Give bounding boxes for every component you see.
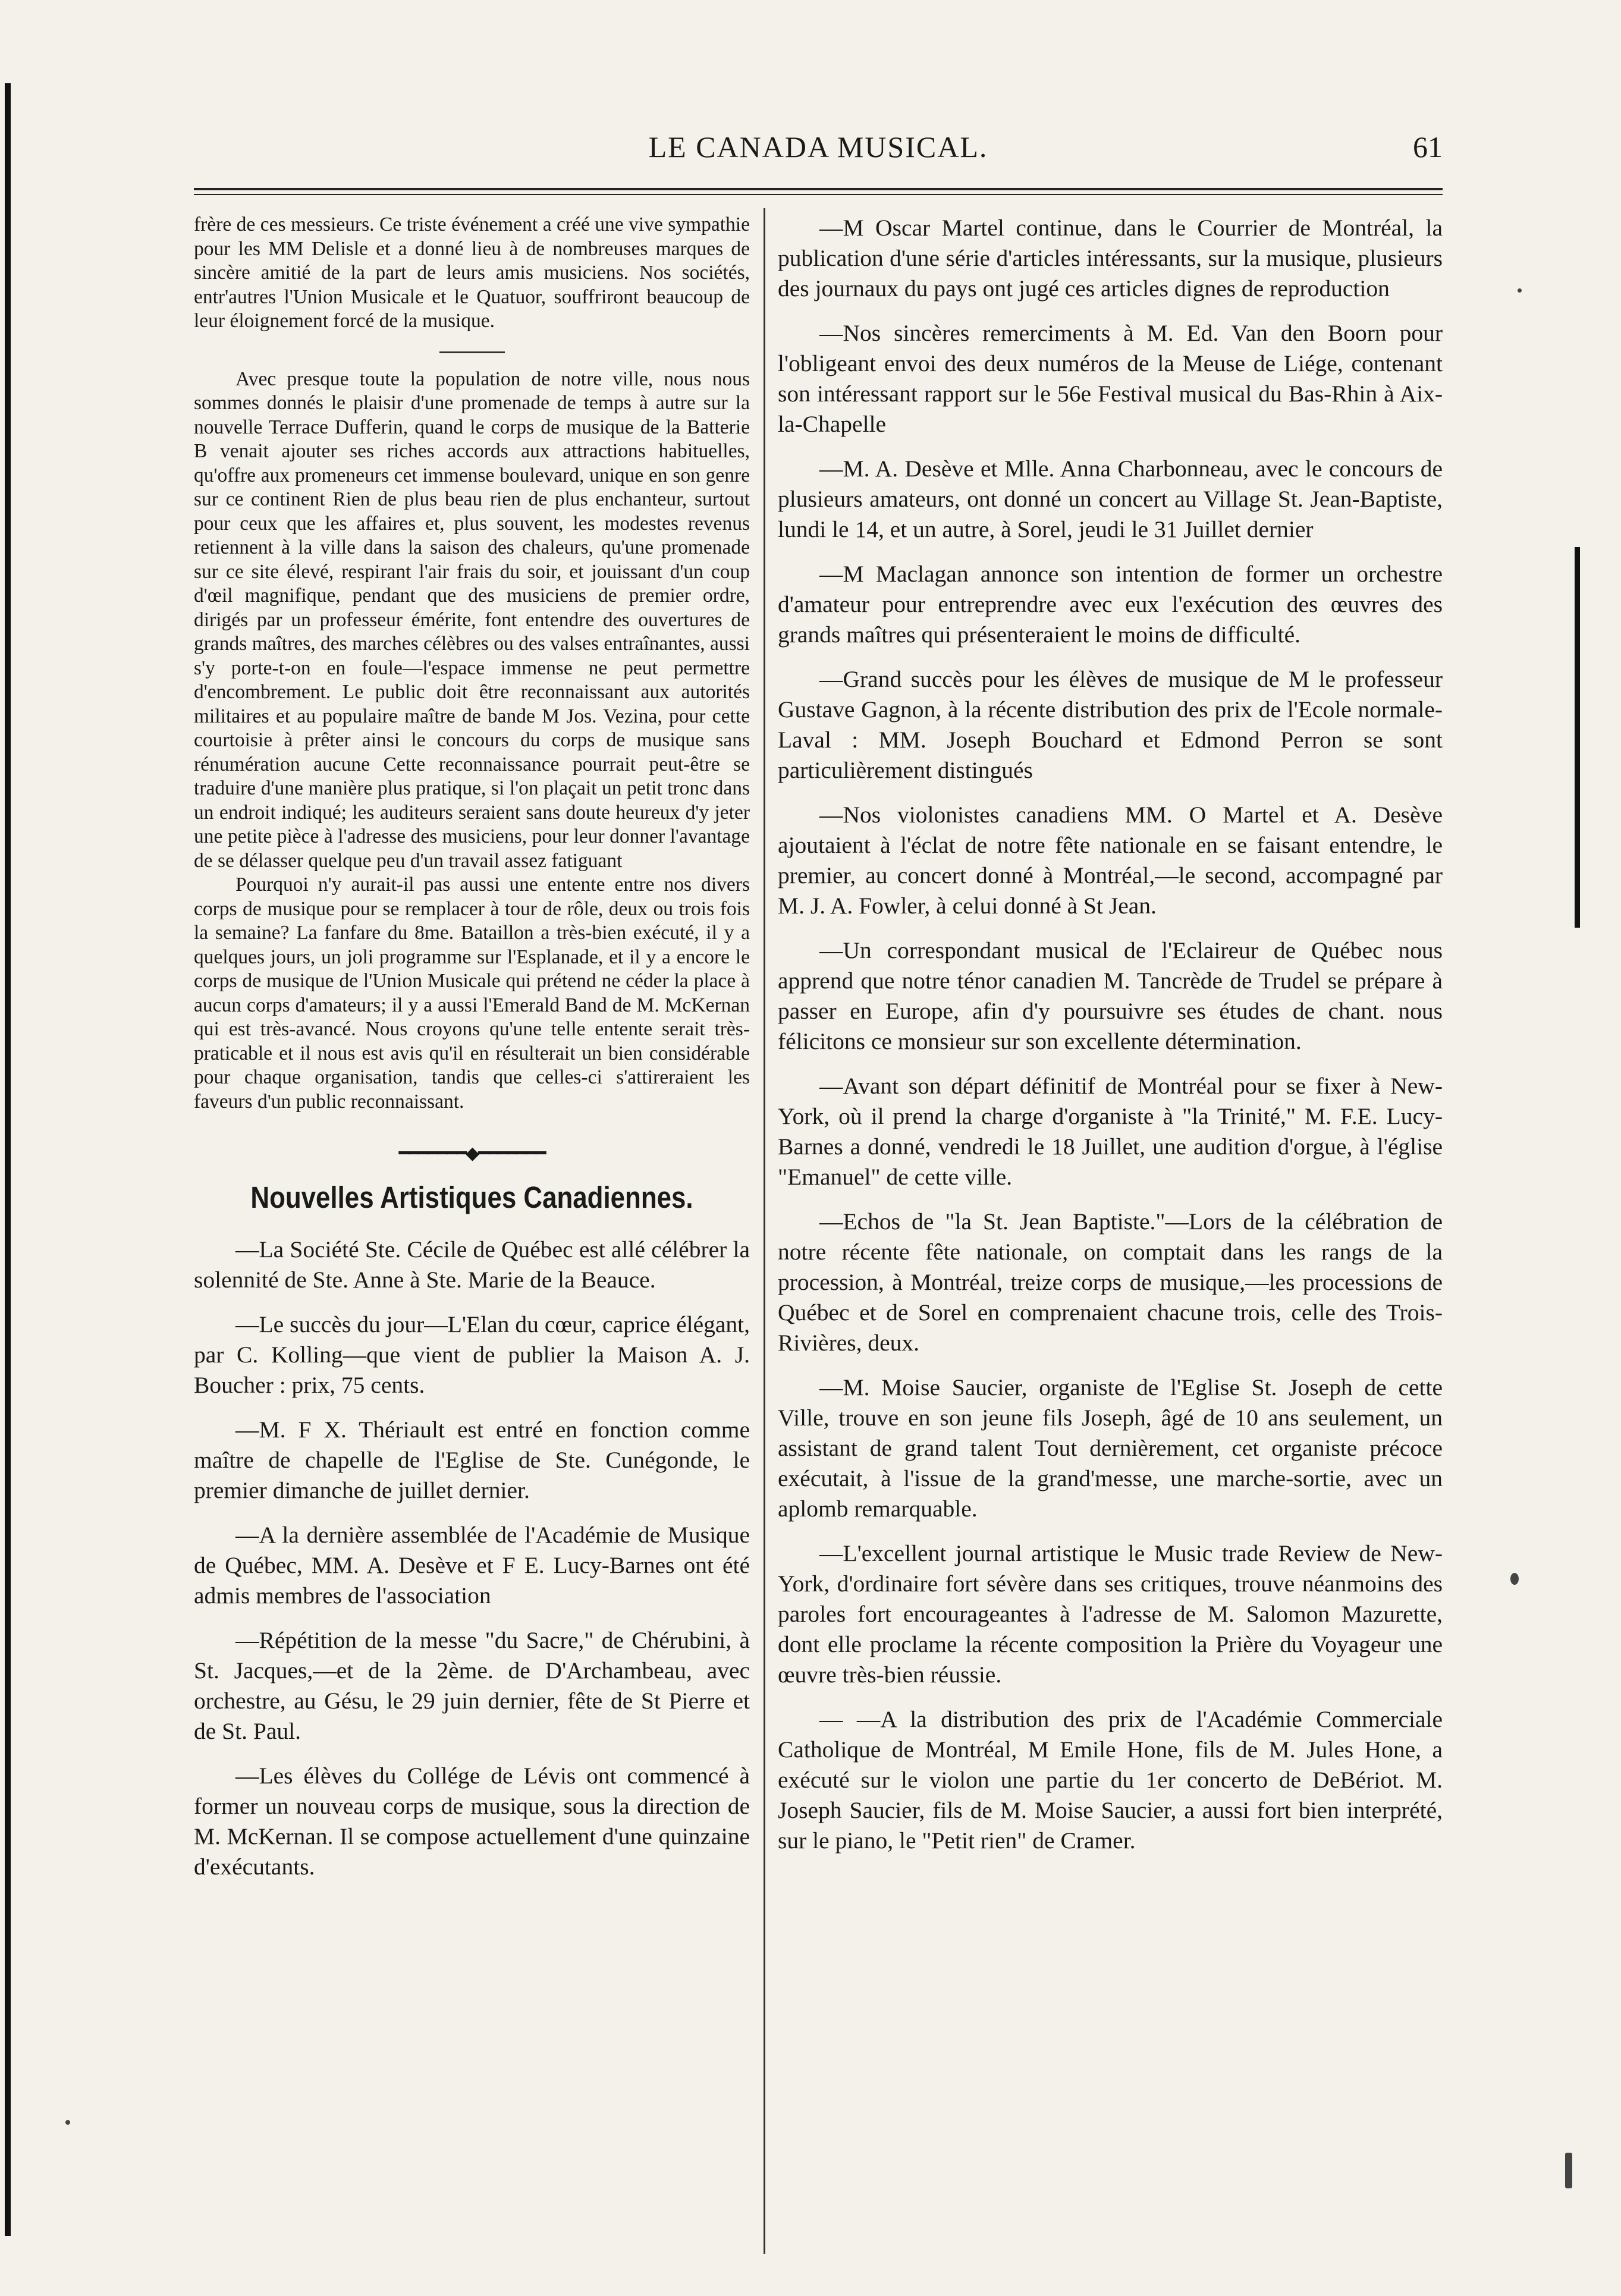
news-item: —Echos de "la St. Jean Baptiste."—Lors de la célébration de notre récente fête nationale, on comptait dans les rangs de la procession, à Montréal, treize corps de musique,—les processions de Québec et de Sorel en comprenaient chacune trois, celle des Trois-Rivières, deux. — [778, 1208, 1443, 1356]
page-header — [194, 130, 1443, 171]
news-item: —Les élèves du Collége de Lévis ont commencé à former un nouveau corps de musique, sous la direction de M. McKernan. Il se compose actuellement d'une quinzaine d'exécutants. — [194, 1763, 750, 1880]
header-rule — [194, 188, 1443, 190]
editorial-section — [194, 213, 750, 1114]
news-item: —La Société Ste. Cécile de Québec est allé célébrer la solennité de Ste. Anne à Ste. Marie de la Beauce. — [194, 1236, 750, 1293]
news-list — [194, 1235, 750, 1882]
left-column — [194, 213, 750, 1882]
paragraph: Pourquoi n'y aurait-il pas aussi une entente entre nos divers corps de musique pour se remplacer à tour de rôle, deux ou trois fois la semaine? La fanfare du 8me. Bataillon a très-bien exécuté, il y a quelques jours, un joli programme sur l'Esplanade, et il y a encore le corps de musique de l'Union Musicale qui prétend ne céder la place à aucun corps d'amateurs; il y a aussi l'Emerald Band de M. McKernan qui est très-avancé. Nous croyons qu'une telle entente serait très-praticable et il nous est avis qu'il en résulterait un bien considérable pour chaque organisation, tandis que celles-ci s'attireraient les faveurs d'un public reconnaissant. — [194, 874, 750, 1113]
print-speck — [1510, 1573, 1519, 1585]
ornament-divider: ━━━━━━━◆━━━━━━━ — [398, 1144, 545, 1163]
news-item: —Avant son départ définitif de Montréal pour se fixer à New-York, où il prend la charge d'organiste à "la Trinité," M. F.E. Lucy-Barnes a donné, vendredi le 18 Juillet, une audition d'orgue, à l'église "Emanuel" de cette ville. — [778, 1073, 1443, 1190]
paragraph: frère de ces messieurs. Ce triste événement a créé une vive sympathie pour les MM Delisle et a donné lieu à de nombreuses marques de sincère amitié de la part de leurs amis musiciens. Nos sociétés, entr'autres l'Union Musicale et le Quatuor, souffriront beaucoup de leur éloignement forcé de la musique. — [194, 213, 750, 332]
section-title: Nouvelles Artistiques Canadiennes. — [250, 1180, 693, 1214]
print-speck — [1565, 2153, 1572, 2188]
news-item: —M Maclagan annonce son intention de former un orchestre d'amateur pour entreprendre avec eux l'exécution des œuvres des grands maîtres qui présenteraient le moins de difficulté. — [778, 561, 1443, 648]
news-item: —Grand succès pour les élèves de musique de M le professeur Gustave Gagnon, à la récente distribution des prix de l'Ecole normale-Laval : MM. Joseph Bouchard et Edmond Perron se sont particulièrement distingués — [778, 666, 1443, 783]
news-item: —A la dernière assemblée de l'Académie de Musique de Québec, MM. A. Desève et F E. Lucy-Barnes ont été admis membres de l'association — [194, 1522, 750, 1609]
news-item: —Nos sincères remerciments à M. Ed. Van den Boorn pour l'obligeant envoi des deux numéros de la Meuse de Liége, contenant son intéressant rapport sur le 56e Festival musical du Bas-Rhin à Aix-la-Chapelle — [778, 320, 1443, 437]
publication-title: LE CANADA MUSICAL. — [648, 130, 988, 164]
page-number: 61 — [1413, 130, 1443, 164]
news-item: —Répétition de la messe "du Sacre," de Chérubini, à St. Jacques,—et de la 2ème. de D'Archambeau, avec orchestre, au Gésu, le 29 juin dernier, fête de St Pierre et de St. Paul. — [194, 1627, 750, 1744]
right-margin-bar — [1575, 547, 1580, 928]
separator-rule — [439, 351, 505, 353]
print-speck — [1518, 288, 1522, 293]
news-item: —M. Moise Saucier, organiste de l'Eglise St. Joseph de cette Ville, trouve en son jeune fils Joseph, âgé de 10 ans seulement, un assistant de grand talent Tout dernièrement, cet organiste précoce exécutait, à l'issue de la grand'messe, une marche-sortie, avec un aplomb remarquable. — [778, 1374, 1443, 1522]
news-item: —L'excellent journal artistique le Music trade Review de New-York, d'ordinaire fort sévère dans ses critiques, trouve néanmoins des paroles fort encourageantes à l'adresse de M. Salomon Mazurette, dont elle proclame la récente composition la Prière du Voyageur une œuvre très-bien réussie. — [778, 1540, 1443, 1688]
column-divider — [764, 208, 765, 2254]
news-item: —M Oscar Martel continue, dans le Courrier de Montréal, la publication d'une série d'articles intéressants, sur la musique, plusieurs des journaux du pays ont jugé ces articles dignes de reproduction — [778, 215, 1443, 301]
header-rule-thin — [194, 194, 1443, 195]
right-column — [778, 213, 1443, 1856]
paragraph: Avec presque toute la population de notre ville, nous nous sommes donnés le plaisir d'une promenade de temps à autre sur la nouvelle Terrace Dufferin, quand le corps de musique de la Batterie B venait ajouter ses riches accords aux attractions habituelles, qu'offre aux promeneurs cet immense boulevard, unique en son genre sur ce continent Rien de plus beau rien de plus enchanteur, surtout pour ceux que les affaires et, plus souvent, les modestes revenus retiennent à la ville dans la saison des chaleurs, qu'une promenade sur ce site élevé, respirant l'air frais du soir, et jouissant d'un coup d'œil magnifique, pendant que des musiciens de premier ordre, dirigés par un professeur émérite, font entendre des ouvertures de grands maîtres, des marches célèbres ou des valses entraînantes, aussi s'y porte-t-on en foule—l'espace immense ne peut permettre d'encombrement. Le public doit être reconnaissant aux autorités militaires et au populaire maître de bande M Jos. Vezina, pour cette courtoisie à prêter ainsi le concours du corps de musique sans rénumération aucune Cette reconnaissance pourrait peut-être se traduire d'une manière plus pratique, si l'on plaçait un petit tronc dans un endroit indiqué; les auditeurs seraient sans doute heureux d'y jeter une petite pièce à l'adresse des musiciens, pour leur donner l'avantage de se délasser quelque peu d'un travail assez fatiguant — [194, 368, 750, 872]
news-item: —M. F X. Thériault est entré en fonction comme maître de chapelle de l'Eglise de Ste. Cunégonde, le premier dimanche de juillet dernier. — [194, 1416, 750, 1503]
news-item: —Nos violonistes canadiens MM. O Martel et A. Desève ajoutaient à l'éclat de notre fête nationale en se faisant entendre, le premier, au concert donné à Montréal,—le second, accompagné par M. J. A. Fowler, à celui donné à St Jean. — [778, 802, 1443, 919]
left-margin-bar — [5, 83, 11, 2236]
print-speck — [65, 2120, 70, 2125]
news-item: —Le succès du jour—L'Elan du cœur, caprice élégant, par C. Kolling—que vient de publier la Maison A. J. Boucher : prix, 75 cents. — [194, 1311, 750, 1398]
news-item: — —A la distribution des prix de l'Académie Commerciale Catholique de Montréal, M Emile Hone, fils de M. Jules Hone, a exécuté sur le violon une partie du 1er concerto de DeBériot. M. Joseph Saucier, fils de M. Moise Saucier, a aussi fort bien interprété, sur le piano, le "Petit rien" de Cramer. — [778, 1706, 1443, 1854]
news-item: —Un correspondant musical de l'Eclaireur de Québec nous apprend que notre ténor canadien M. Tancrède de Trudel se prépare à passer en Europe, afin d'y poursuivre ses études de chant. nous félicitons ce monsieur sur son excellente détermination. — [778, 937, 1443, 1054]
news-item: —M. A. Desève et Mlle. Anna Charbonneau, avec le concours de plusieurs amateurs, ont donné un concert au Village St. Jean-Baptiste, lundi le 14, et un autre, à Sorel, jeudi le 31 Juillet dernier — [778, 456, 1443, 542]
